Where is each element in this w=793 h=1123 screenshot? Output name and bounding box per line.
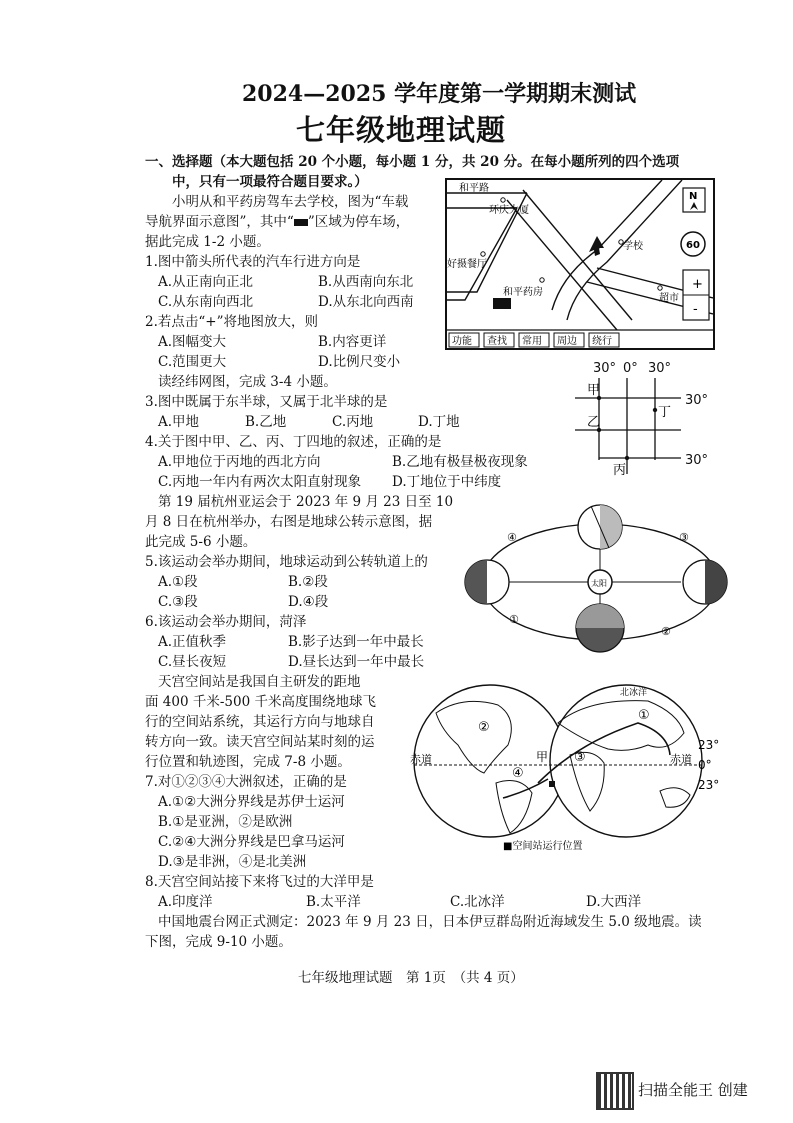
parking-area (493, 298, 511, 309)
earth-left (465, 560, 509, 604)
point-ding: 丁 (658, 405, 672, 420)
equator-label: 赤道 (670, 753, 692, 766)
continent-1: ① (638, 708, 650, 723)
page-footer: 七年级地理试题 第 1页 （共 4 页） (298, 970, 524, 986)
intro4-line1: 天宫空间站是我国自主研发的距地 (158, 674, 361, 690)
earth-bottom (576, 604, 624, 652)
q2-option-d: D.比例尺变小 (318, 354, 401, 370)
q6-option-d: D.昼长达到一年中最长 (288, 654, 425, 670)
speed-label: 60 (686, 240, 700, 251)
zoom-out-button[interactable]: - (693, 302, 698, 317)
q8-option-a: A.印度洋 (158, 894, 213, 910)
q2-stem: 2.若点击“+”将地图放大，则 (145, 314, 318, 330)
intro3-line2: 月 8 日在杭州举办，右图是地球公转示意图，据 (145, 514, 433, 530)
q4-stem: 4.关于图中甲、乙、丙、丁四地的叙述，正确的是 (145, 434, 442, 450)
world-map (408, 683, 728, 853)
earth-right (683, 560, 727, 604)
q5-option-d: D.④段 (288, 594, 329, 610)
q7-option-a: A.①②大洲分界线是苏伊士运河 (158, 794, 345, 810)
intro1-line1: 小明从和平药房驾车去学校，图为“车载 (172, 194, 409, 210)
lat-long-grid (575, 358, 725, 480)
q5-option-a: A.①段 (158, 574, 198, 590)
segment-4: ④ (507, 531, 517, 544)
sun-label: 太阳 (591, 579, 607, 588)
q2-option-a: A.图幅变大 (158, 334, 227, 350)
marker-icon (658, 286, 662, 290)
q3-option-d: D.丁地 (418, 414, 460, 430)
intro4-line2: 面 400 千米-500 千米高度围绕地球飞 (145, 694, 376, 710)
place-label: 和平药房 (503, 287, 543, 298)
ocean-jia: 甲 (536, 750, 549, 764)
intro1-line2-a: 导航界面示意图”，其中“ (145, 214, 294, 230)
world-map-svg (408, 683, 728, 853)
q2-option-b: B.内容更详 (318, 334, 387, 350)
intro4-line5: 行位置和轨迹图，完成 7-8 小题。 (145, 754, 351, 770)
intro3-line3: 此完成 5-6 小题。 (145, 534, 257, 550)
q8-option-d: D.大西洋 (586, 894, 642, 910)
zoom-in-button[interactable]: + (692, 277, 703, 292)
watermark: 扫描全能王 创建 (638, 1081, 748, 1099)
q7-stem: 7.对①②③④大洲叙述，正确的是 (145, 774, 347, 790)
q4-option-d: D.丁地位于中纬度 (392, 474, 502, 490)
q6-option-c: C.昼长夜短 (158, 654, 227, 670)
place-label: 超市 (659, 293, 679, 304)
q8-stem: 8.天宫空间站接下来将飞过的大洋甲是 (145, 874, 374, 890)
q7-option-b: B.①是亚洲，②是欧洲 (158, 814, 293, 830)
q8-option-c: C.北冰洋 (450, 894, 505, 910)
navigation-map (445, 178, 715, 350)
north-label: N (689, 191, 698, 202)
road-label: 和平路 (459, 183, 489, 194)
station-marker (549, 781, 555, 787)
q1-option-b: B.从西南向东北 (318, 274, 414, 290)
nav-button-label: 周边 (557, 336, 577, 347)
intro2: 读经纬网图，完成 3-4 小题。 (158, 374, 337, 390)
lat-long-grid-svg (575, 358, 725, 480)
continent-2: ② (478, 720, 490, 735)
nav-button-label: 查找 (487, 336, 507, 347)
q1-stem: 1.图中箭头所代表的汽车行进方向是 (145, 254, 361, 270)
intro5-line1: 中国地震台网正式测定：2023 年 9 月 23 日，日本伊豆群岛附近海域发生 5.0 级地震。读 (158, 914, 702, 930)
q3-stem: 3.图中既属于东半球，又属于北半球的是 (145, 394, 388, 410)
segment-2: ② (661, 625, 671, 638)
section-heading: 一、选择题（本大题包括 20 个小题，每小题 1 分，共 20 分。在每小题所列的四个选项 (145, 154, 680, 170)
lat-label: 0° (698, 758, 712, 772)
nav-button-label: 常用 (522, 336, 542, 347)
intro3-line1: 第 19 届杭州亚运会于 2023 年 9 月 23 日至 10 (158, 494, 454, 510)
q1-option-d: D.从东北向西南 (318, 294, 414, 310)
intro5-line2: 下图，完成 9-10 小题。 (145, 934, 292, 950)
q8-option-b: B.太平洋 (306, 894, 361, 910)
intro4-line4: 转方向一致。读天宫空间站某时刻的运 (145, 734, 375, 750)
point-jia: 甲 (587, 383, 601, 398)
point-bing: 丙 (613, 463, 627, 478)
lat-label: 23° (698, 738, 720, 752)
lat-label: 30° (685, 393, 709, 408)
q4-option-b: B.乙地有极昼极夜现象 (392, 454, 528, 470)
continent-4: ④ (512, 766, 524, 781)
q3-option-c: C.丙地 (332, 414, 374, 430)
lat-label: 30° (685, 453, 709, 468)
q5-stem: 5.该运动会举办期间，地球运动到公转轨道上的 (145, 554, 428, 570)
legend: ■空间站运行位置 (503, 841, 583, 852)
marker-icon (481, 252, 485, 256)
q5-option-b: B.②段 (288, 574, 328, 590)
segment-1: ① (509, 613, 519, 626)
parking-icon (294, 219, 308, 226)
place-label: 环庆大厦 (489, 205, 529, 216)
marker-icon (501, 198, 505, 202)
q7-option-c: C.②④大洲分界线是巴拿马运河 (158, 834, 345, 850)
earth-orbit-diagram (455, 495, 745, 665)
arctic-ocean-label: 北冰洋 (620, 688, 648, 698)
lat-label: 23° (698, 778, 720, 792)
q1-option-a: A.从正南向正北 (158, 274, 254, 290)
q4-option-c: C.丙地一年内有两次太阳直射现象 (158, 474, 362, 490)
continent-3: ③ (574, 750, 586, 765)
point-yi: 乙 (587, 415, 601, 430)
q2-option-c: C.范围更大 (158, 354, 227, 370)
section-heading-line2: 中，只有一项最符合题目要求。） (172, 174, 368, 190)
q7-option-d: D.③是非洲，④是北美洲 (158, 854, 307, 870)
marker-icon (540, 278, 544, 282)
equator-label: 赤道 (410, 753, 432, 766)
q6-stem: 6.该运动会举办期间，菏泽 (145, 614, 307, 630)
lon-label: 30° (593, 361, 617, 376)
intro1-line2 (145, 212, 409, 232)
q3-option-a: A.甲地 (158, 414, 200, 430)
segment-3: ③ (679, 531, 689, 544)
q6-option-b: B.影子达到一年中最长 (288, 634, 424, 650)
place-label: 学校 (623, 241, 643, 252)
qr-code (596, 1072, 634, 1110)
q5-option-c: C.③段 (158, 594, 198, 610)
lon-label: 0° (623, 361, 638, 376)
intro1-line2-b: ”区域为停车场， (307, 214, 410, 230)
exam-title: 2024—2025 学年度第一学期期末测试 (242, 81, 637, 107)
exam-subtitle: 七年级地理试题 (296, 113, 507, 147)
earth-orbit-svg (455, 495, 745, 665)
q3-option-b: B.乙地 (245, 414, 287, 430)
navigation-map-svg (447, 180, 713, 348)
nav-button-label: 绕行 (592, 336, 612, 347)
earth-top (578, 505, 622, 549)
place-label: 好摄餐厅 (447, 259, 487, 270)
car-arrow-icon (589, 236, 604, 256)
q1-option-c: C.从东南向西北 (158, 294, 254, 310)
intro1-line3: 据此完成 1-2 小题。 (145, 234, 270, 250)
q4-option-a: A.甲地位于丙地的西北方向 (158, 454, 321, 470)
q6-option-a: A.正值秋季 (158, 634, 227, 650)
nav-button-label: 功能 (452, 336, 472, 347)
intro4-line3: 行的空间站系统，其运行方向与地球自 (145, 714, 375, 730)
lon-label: 30° (648, 361, 672, 376)
